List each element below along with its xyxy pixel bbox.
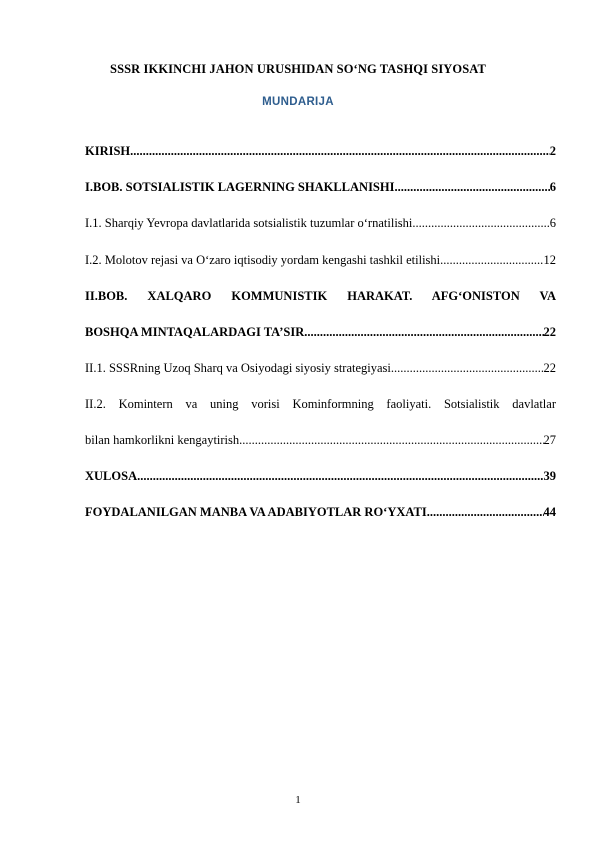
toc-entry-title-continued: bilan hamkorlikni kengaytirish bbox=[85, 433, 240, 447]
toc-page-number: 12 bbox=[543, 253, 556, 267]
toc-entry-xulosa[interactable] bbox=[85, 469, 556, 484]
toc-entry-chapter-2-line-1[interactable] bbox=[85, 289, 556, 304]
dot-leader bbox=[427, 505, 544, 520]
toc-heading: MUNDARIJA bbox=[262, 96, 334, 108]
page-number: 1 bbox=[295, 794, 301, 806]
toc-entry-title: FOYDALANILGAN MANBA VA ADABIYOTLAR RO‘YXATI bbox=[85, 505, 427, 519]
dot-leader bbox=[304, 325, 543, 340]
toc-page-number: 39 bbox=[543, 469, 556, 483]
toc-page-number: 6 bbox=[549, 180, 556, 194]
toc-page-number: 44 bbox=[543, 505, 556, 519]
toc-entry-title: I.BOB. SOTSIALISTIK LAGERNING SHAKLLANISHI bbox=[85, 180, 395, 194]
toc-entry-section-1-2[interactable] bbox=[85, 253, 556, 268]
toc-entry-references[interactable] bbox=[85, 505, 556, 520]
dot-leader bbox=[130, 144, 550, 159]
toc-entry-title: II.2. Komintern va uning vorisi Kominformning faoliyati. Sotsialistik davlatlar bbox=[85, 397, 556, 411]
dot-leader bbox=[391, 361, 544, 376]
toc-page-number: 6 bbox=[549, 216, 556, 230]
toc-entry-title: I.1. Sharqiy Yevropa davlatlarida sotsialistik tuzumlar o‘rnatilishi bbox=[85, 216, 413, 230]
toc-entry-section-2-2-line-2[interactable] bbox=[85, 433, 556, 448]
dot-leader bbox=[412, 216, 549, 231]
toc-entry-section-1-1[interactable] bbox=[85, 216, 556, 231]
toc-entry-title-continued: BOSHQA MINTAQALARDAGI TA’SIR bbox=[85, 325, 305, 339]
toc-entry-chapter-1[interactable] bbox=[85, 180, 556, 195]
dot-leader bbox=[239, 433, 543, 448]
document-title: SSSR IKKINCHI JAHON URUSHIDAN SO‘NG TASHQI SIYOSAT bbox=[110, 62, 486, 76]
toc-entry-title: KIRISH bbox=[85, 144, 131, 158]
toc-page-number: 22 bbox=[543, 361, 556, 375]
toc-page-number: 22 bbox=[543, 325, 556, 339]
toc-entry-title: II.1. SSSRning Uzoq Sharq va Osiyodagi siyosiy strategiyasi bbox=[85, 361, 391, 375]
toc-page-number: 27 bbox=[543, 433, 556, 447]
toc-entry-section-2-2-line-1[interactable] bbox=[85, 397, 556, 412]
toc-entry-section-2-1[interactable] bbox=[85, 361, 556, 376]
dot-leader bbox=[440, 253, 543, 268]
dot-leader bbox=[137, 469, 543, 484]
toc-page-number: 2 bbox=[549, 144, 556, 158]
toc-entry-title: I.2. Molotov rejasi va O‘zaro iqtisodiy yordam kengashi tashkil etilishi bbox=[85, 253, 441, 267]
dot-leader bbox=[394, 180, 549, 195]
toc-entry-chapter-2-line-2[interactable] bbox=[85, 325, 556, 340]
toc-entry-kirish[interactable] bbox=[85, 144, 556, 159]
toc-entry-title: XULOSA bbox=[85, 469, 138, 483]
toc-entry-title: II.BOB. XALQARO KOMMUNISTIK HARAKAT. AFG‘ONISTON VA bbox=[85, 289, 556, 303]
